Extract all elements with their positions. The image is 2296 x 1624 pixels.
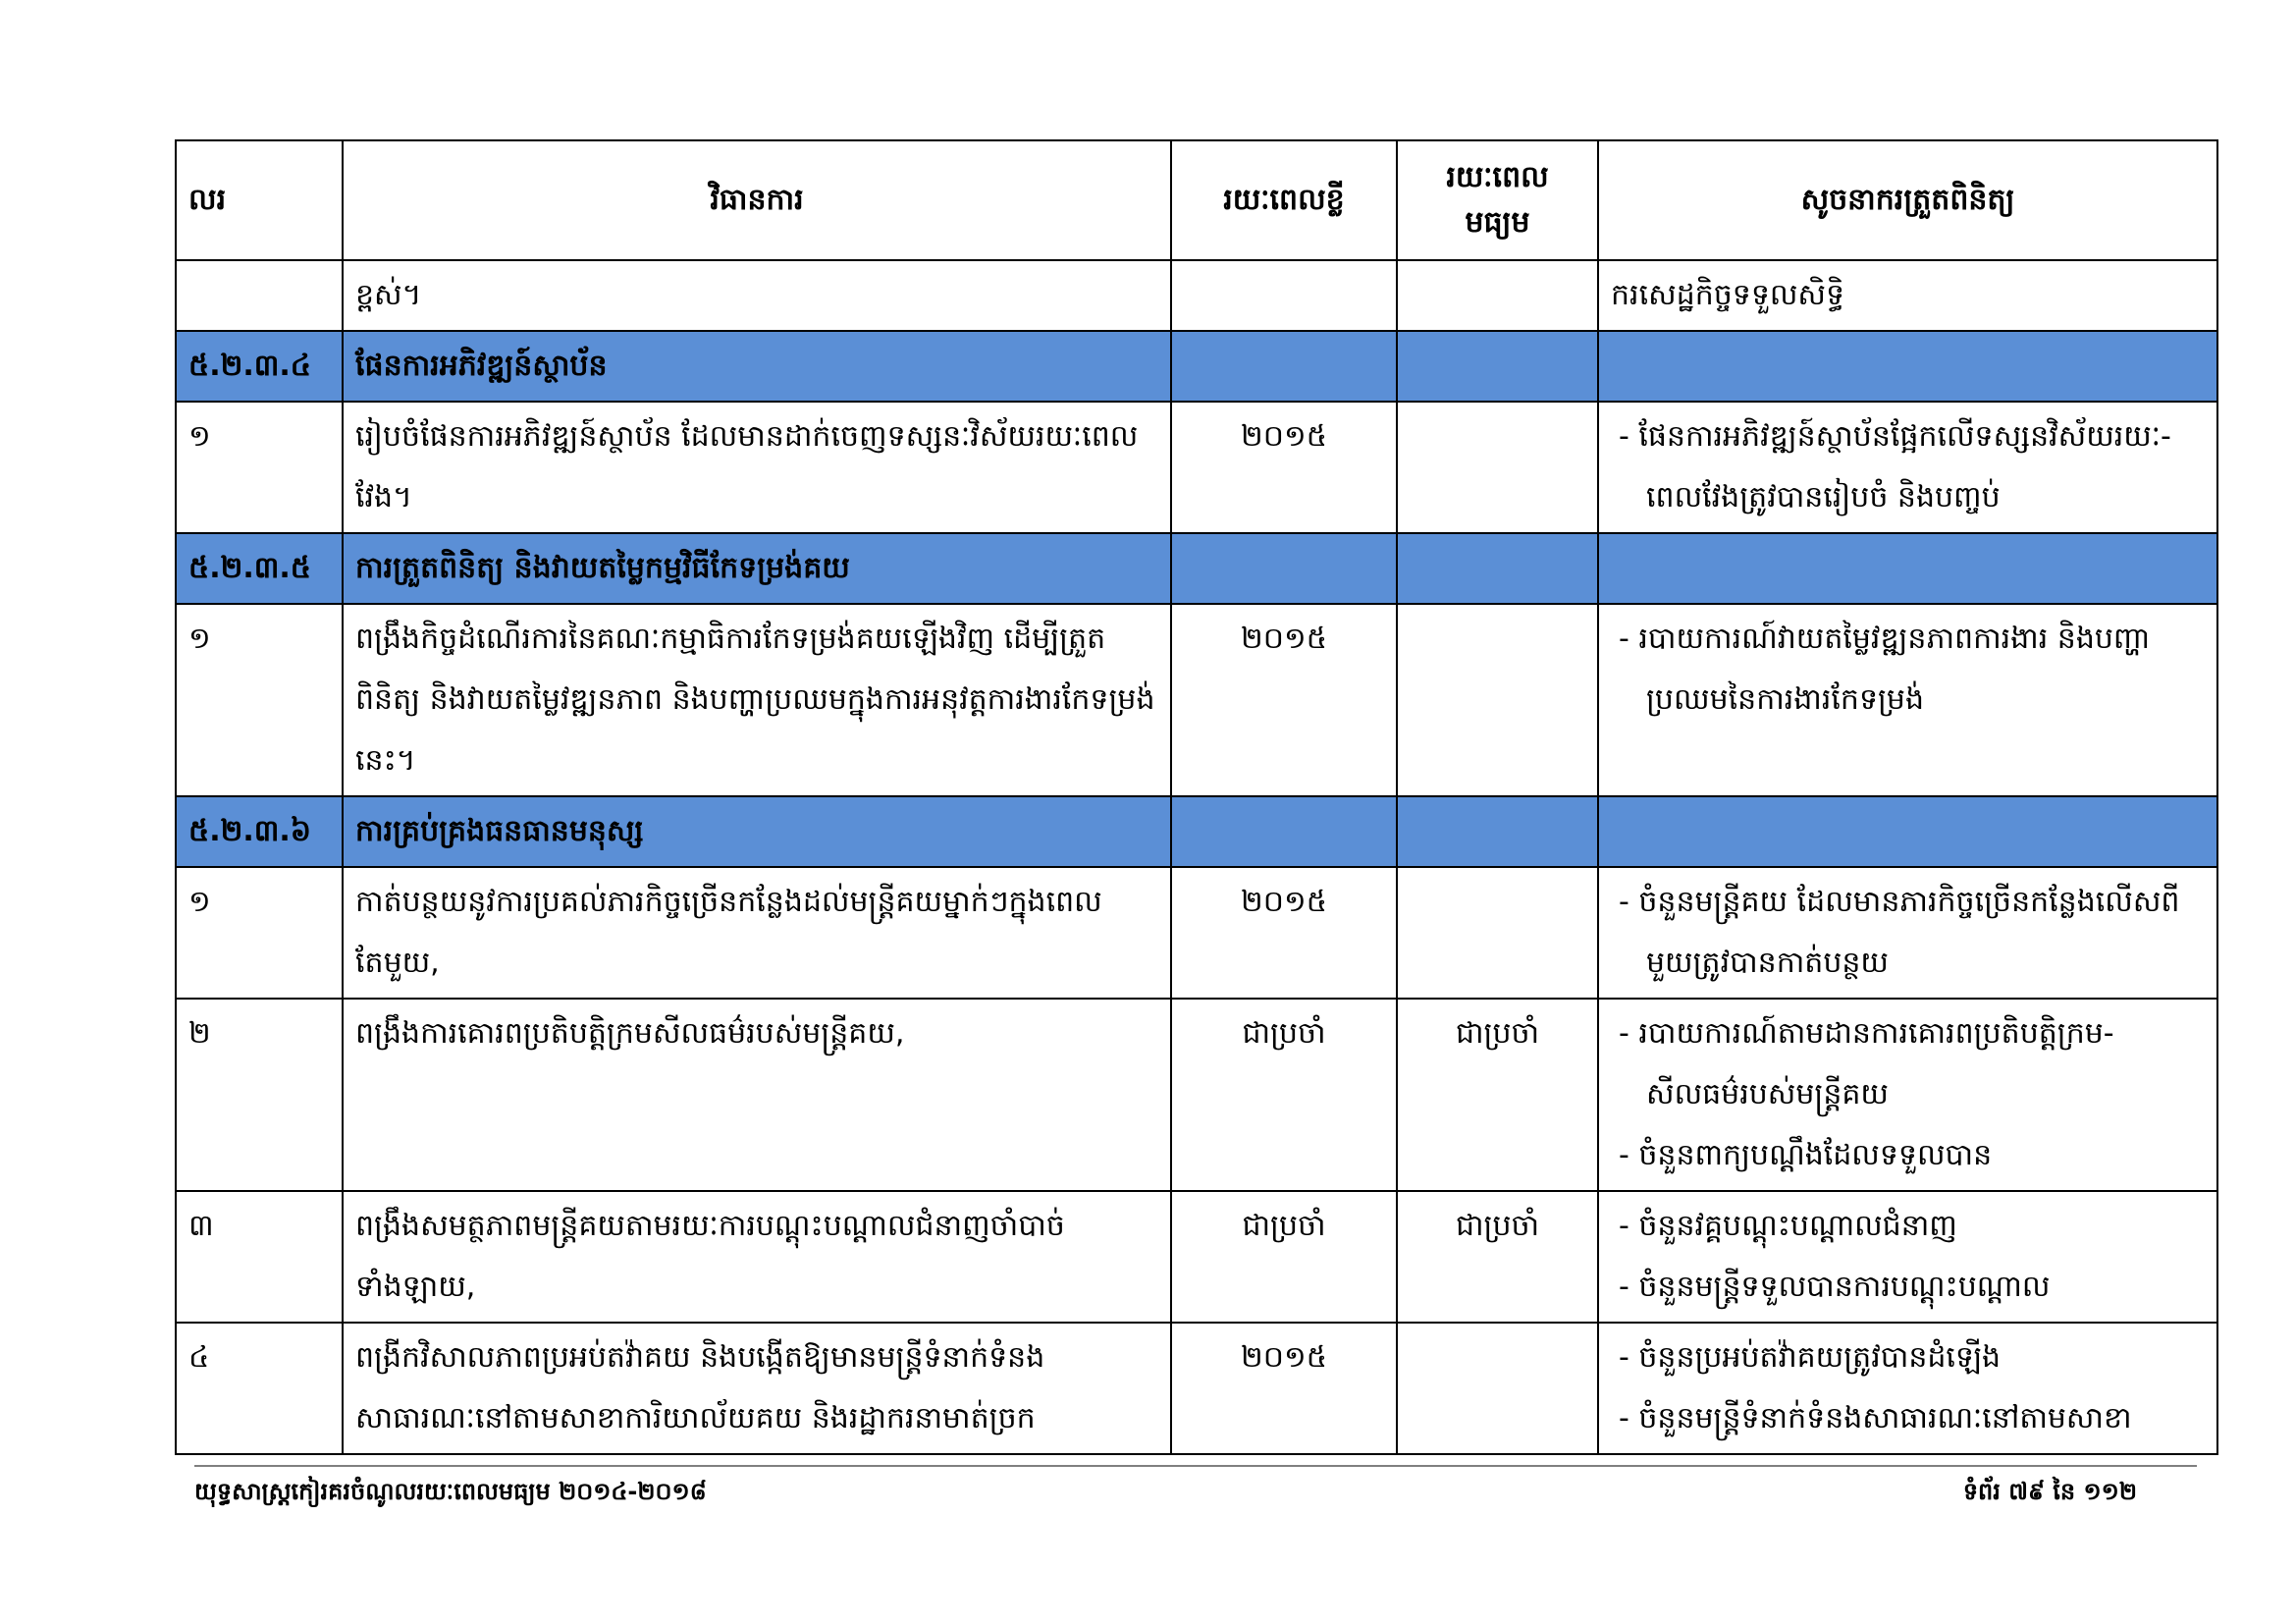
row-mid-term (1397, 402, 1598, 533)
header-short-term: រយៈពេលខ្លី (1171, 140, 1397, 260)
table-row (176, 604, 2217, 796)
section-empty-short (1171, 796, 1397, 867)
section-row (176, 533, 2217, 604)
strategy-table (175, 139, 2218, 1455)
header-activity: វិធានការ (343, 140, 1171, 260)
row-mid-term: ជាប្រចាំ (1397, 1191, 1598, 1323)
table-row (176, 1191, 2217, 1323)
row-number: ១ (176, 867, 343, 999)
row-number: ១ (176, 402, 343, 533)
row-number: ៤ (176, 1323, 343, 1454)
row-number: ៣ (176, 1191, 343, 1323)
row-indicators (1598, 402, 2217, 533)
section-row (176, 796, 2217, 867)
section-empty-mid (1397, 533, 1598, 604)
indicator-item: - ចំនួនមន្ត្រីទទួលបានការបណ្តុះបណ្តាល (1619, 1270, 2051, 1304)
row-indicators (1598, 260, 2217, 331)
table-row (176, 867, 2217, 999)
row-short-term: ជាប្រចាំ (1171, 1191, 1397, 1323)
row-number (176, 260, 343, 331)
table-row (176, 402, 2217, 533)
section-empty-ind (1598, 331, 2217, 402)
row-activity: ពង្រីកវិសាលភាពប្រអប់តវ៉ាគយ និងបង្កើតឱ្យមានមន្ត្រីទំនាក់ទំនងសាធារណៈនៅតាមសាខាការិយាល័យគយ និងរដ្ឋាករនាមាត់ច្រក (343, 1323, 1171, 1454)
section-empty-short (1171, 331, 1397, 402)
section-empty-mid (1397, 331, 1598, 402)
indicator-item: - ចំនួនមន្ត្រីគយ ដែលមានភារកិច្ចច្រើនកន្លែងលើសពីមួយត្រូវបានកាត់បន្ថយ (1619, 885, 2180, 980)
section-number: ៥.២.៣.៤ (176, 331, 343, 402)
indicator-item: - ផែនការអភិវឌ្ឍន៍ស្ថាប័នផ្អែកលើទស្សនវិស័យរយៈ-ពេលវែងត្រូវបានរៀបចំ និងបញ្ចប់ (1619, 419, 2171, 514)
row-activity: រៀបចំផែនការអភិវឌ្ឍន៍ស្ថាប័ន ដែលមានដាក់ចេញទស្សនៈវិស័យរយៈពេលវែង។ (343, 402, 1171, 533)
indicator-item: - ចំនួនពាក្យបណ្តឹងដែលទទួលបាន (1619, 1138, 1993, 1172)
row-indicators (1598, 1323, 2217, 1454)
row-indicators (1598, 1191, 2217, 1323)
section-title: ការត្រួតពិនិត្យ និងវាយតម្លៃកម្មវិធីកែទម្រង់គយ (343, 533, 1171, 604)
row-short-term (1171, 260, 1397, 331)
row-number: ២ (176, 999, 343, 1191)
row-short-term: ជាប្រចាំ (1171, 999, 1397, 1191)
footer-divider (194, 1465, 2197, 1467)
row-short-term: ២០១៥ (1171, 867, 1397, 999)
section-empty-ind (1598, 533, 2217, 604)
indicator-item: - ចំនួនប្រអប់តវ៉ាគយត្រូវបានដំឡើង (1619, 1340, 2002, 1375)
page-number: ទំព័រ ៧៩ នៃ ១១២ (1962, 1478, 2137, 1505)
table-row (176, 260, 2217, 331)
section-title: ការគ្រប់គ្រងធនធានមនុស្ស (343, 796, 1171, 867)
row-mid-term (1397, 260, 1598, 331)
row-activity: កាត់បន្ថយនូវការប្រគល់ភារកិច្ចច្រើនកន្លែងដល់មន្ត្រីគយម្នាក់ៗក្នុងពេលតែមួយ, (343, 867, 1171, 999)
table-row (176, 1323, 2217, 1454)
row-activity: ពង្រឹងកិច្ចដំណើរការនៃគណៈកម្មាធិការកែទម្រង់គយឡើងវិញ ដើម្បីត្រួតពិនិត្យ និងវាយតម្លៃវឌ្ឍនភាព និងបញ្ហាប្រឈមក្នុងការអនុវត្តការងារកែទម្រង់នេះ។ (343, 604, 1171, 796)
table-body (176, 260, 2217, 1454)
row-activity: ពង្រឹងសមត្ថភាពមន្ត្រីគយតាមរយៈការបណ្តុះបណ្តាលជំនាញចាំបាច់ទាំងឡាយ, (343, 1191, 1171, 1323)
section-number: ៥.២.៣.៦ (176, 796, 343, 867)
row-mid-term (1397, 604, 1598, 796)
indicator-item: - ចំនួនមន្ត្រីទំនាក់ទំនងសាធារណៈនៅតាមសាខា (1619, 1401, 2132, 1435)
row-activity: ពង្រឹងការគោរពប្រតិបត្តិក្រមសីលធម៌របស់មន្ត្រីគយ, (343, 999, 1171, 1191)
row-indicators (1598, 999, 2217, 1191)
header-no: លរ (176, 140, 343, 260)
footer-title: យុទ្ធសាស្ត្រកៀរគរចំណូលរយៈពេលមធ្យម ២០១៤-២០១៨ (194, 1478, 707, 1505)
row-indicators (1598, 604, 2217, 796)
indicator-item: ករសេដ្ឋកិច្ចទទួលសិទ្ធិ (1611, 278, 1845, 312)
header-indicators: សូចនាករត្រួតពិនិត្យ (1598, 140, 2217, 260)
header-row (176, 140, 2217, 260)
table-row (176, 999, 2217, 1191)
section-title: ផែនការអភិវឌ្ឍន៍ស្ថាប័ន (343, 331, 1171, 402)
row-mid-term (1397, 1323, 1598, 1454)
row-indicators (1598, 867, 2217, 999)
header-mid-term: រយៈពេល មធ្យម (1397, 140, 1598, 260)
row-mid-term: ជាប្រចាំ (1397, 999, 1598, 1191)
section-empty-ind (1598, 796, 2217, 867)
row-mid-term (1397, 867, 1598, 999)
section-empty-mid (1397, 796, 1598, 867)
section-row (176, 331, 2217, 402)
row-short-term: ២០១៥ (1171, 604, 1397, 796)
indicator-item: - ចំនួនវគ្គបណ្តុះបណ្តាលជំនាញ (1619, 1209, 1957, 1243)
section-number: ៥.២.៣.៥ (176, 533, 343, 604)
row-activity: ខ្ពស់។ (343, 260, 1171, 331)
row-short-term: ២០១៥ (1171, 1323, 1397, 1454)
indicator-item: - របាយការណ៍វាយតម្លៃវឌ្ឍនភាពការងារ និងបញ្ហាប្រឈមនៃការងារកែទម្រង់ (1619, 622, 2151, 717)
section-empty-short (1171, 533, 1397, 604)
row-short-term: ២០១៥ (1171, 402, 1397, 533)
indicator-item: - របាយការណ៍តាមដានការគោរពប្រតិបត្តិក្រម-សីលធម៌របស់មន្ត្រីគយ (1619, 1016, 2114, 1111)
row-number: ១ (176, 604, 343, 796)
